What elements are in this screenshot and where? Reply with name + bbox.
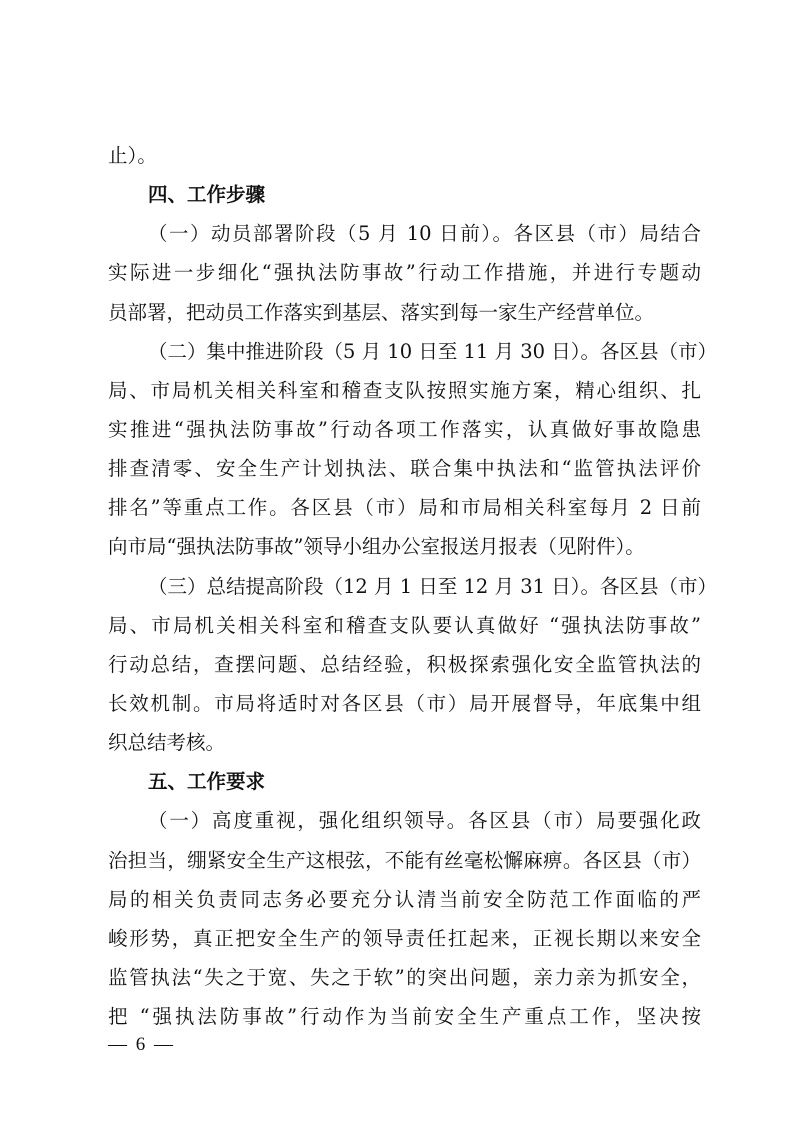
paragraph-line: 长效机制。市局将适时对各区县（市）局开展督导，年底集中组 — [108, 691, 701, 715]
paragraph-line: 向市局“强执法防事故”领导小组办公室报送月报表（见附件）。 — [108, 535, 645, 559]
paragraph-line: 止）。 — [108, 144, 157, 167]
paragraph-line: 排查清零、安全生产计划执法、联合集中执法和“监管执法评价 — [108, 457, 701, 481]
paragraph-line: 把 “强执法防事故”行动作为当前安全生产重点工作，坚决按 — [108, 1005, 701, 1029]
paragraph-line: （一）动员部署阶段（5 月 10 日前）。各区县（市）局结合 — [148, 222, 701, 246]
paragraph-line: 员部署，把动员工作落实到基层、落实到每一家生产经营单位。 — [108, 300, 655, 324]
paragraph-line: 局的相关负责同志务必要充分认清当前安全防范工作面临的严 — [108, 887, 701, 911]
document-body — [108, 136, 717, 1036]
paragraph-line: 行动总结，查摆问题、总结经验，积极探索强化安全监管执法的 — [108, 652, 701, 676]
paragraph-line: 峻形势，真正把安全生产的领导责任扛起来，正视长期以来安全 — [108, 926, 701, 950]
paragraph-line: 实际进一步细化“强执法防事故”行动工作措施，并进行专题动 — [108, 261, 701, 285]
paragraph-line: 治担当，绷紧安全生产这根弦，不能有丝毫松懈麻痹。各区县（市） — [108, 848, 701, 872]
paragraph-line: 实推进“强执法防事故”行动各项工作落实，认真做好事故隐患 — [108, 417, 701, 441]
paragraph-line: （三）总结提高阶段（12 月 1 日至 12 月 31 日）。各区县（市） — [148, 574, 717, 598]
paragraph-line: 局、市局机关相关科室和稽查支队要认真做好 “强执法防事故” — [108, 613, 701, 637]
paragraph-line: （一）高度重视，强化组织领导。各区县（市）局要强化政 — [148, 809, 701, 833]
paragraph-line: 监管执法“失之于宽、失之于软”的突出问题，亲力亲为抓安全， — [108, 965, 701, 989]
paragraph-line: 局、市局机关相关科室和稽查支队按照实施方案，精心组织、扎 — [108, 378, 701, 402]
section-heading: 四、工作步骤 — [148, 183, 266, 207]
paragraph-line: （二）集中推进阶段（5 月 10 日至 11 月 30 日）。各区县（市） — [148, 339, 717, 363]
page-number: — 6 — — [108, 1034, 175, 1055]
section-heading: 五、工作要求 — [148, 770, 266, 794]
paragraph-line: 排名”等重点工作。各区县（市）局和市局相关科室每月 2 日前 — [108, 496, 701, 520]
paragraph-line: 织总结考核。 — [108, 731, 226, 755]
